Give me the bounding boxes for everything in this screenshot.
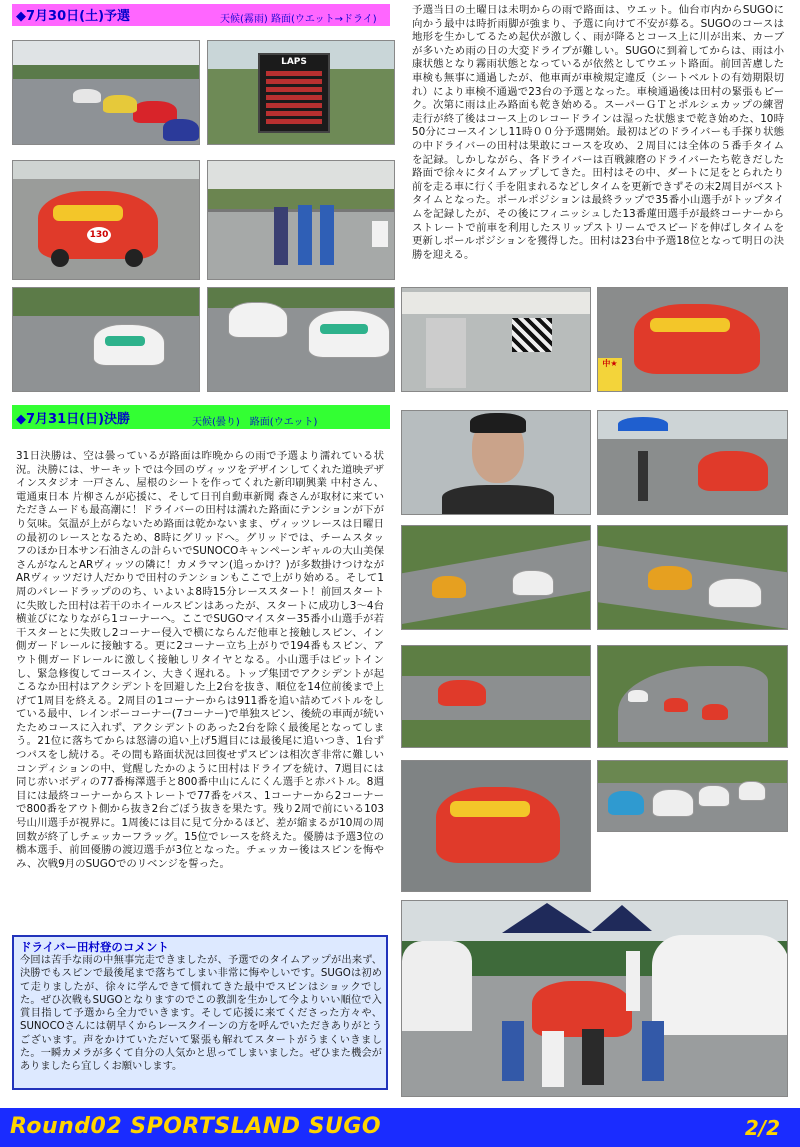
- photo-race-action-1: [401, 525, 591, 630]
- footer-title: Round02 SPORTSLAND SUGO: [10, 1114, 382, 1139]
- photo-two-cars-track: [207, 287, 395, 392]
- page-number: 2/2: [744, 1116, 780, 1140]
- photo-race-action-4: [597, 645, 788, 748]
- driver-comment-title: ドライバー田村登のコメント: [20, 940, 169, 954]
- race-weather: 天候(曇り) 路面(ウエット): [192, 417, 318, 428]
- banner-text: 中★: [598, 358, 622, 392]
- race-title: ◆7月31日(日)決勝: [16, 412, 131, 427]
- driver-comment-body: 今回は苦手な雨の中無事完走できましたが、予選でのタイムアップが出来ず、決勝でもスピンで最後尾まで落ちてしまい非常に悔やしいです。SUGOは初めて走りましたが、徐々に学んできて慣れてきた最中でスピンはショックでした。ぜひ次戦もSUGOとなりますのでこの教訓を生かして今よりいい順位で入賞目指して予選から全力でいきます。そして応援に来てくださった方々や、SUNOCOさんには朝早くからレースクイーンの方を呼んでいただきありがとうございます。声をかけていただいて緊張も解れてスタートがうまくいきました。一瞬カメラが多くて自分の人気かと思ってしまいました。ぜひまた機会がありましたら宜しくお願いします。: [20, 955, 382, 1073]
- photo-laps-board: [207, 40, 395, 145]
- photo-driver-portrait: [401, 410, 591, 515]
- race-header: [12, 405, 390, 429]
- qualifying-weather: 天候(霧雨) 路面(ウエット→ドライ): [220, 14, 377, 25]
- photo-parc-ferme: [597, 760, 788, 832]
- driver-comment-box: [12, 935, 388, 1090]
- photo-pit-building: [401, 287, 591, 392]
- race-report: 31日決勝は、空は曇っているが路面は昨晩からの雨で予選より濡れている状況。決勝には、サーキットでは今回のヴィッツをデザインしてくれた道映デザインスタジオ 一戸さん、屋根のシートを作ってくれた新印刷興業 中村さん、電通東日本 片柳さんが応援に、そして日刊自動車新聞 森さんが取材に来ていただきムードも最高潮に！ドライバーの田村は濡れた路面にテンションが下がり気味。気温が上がらないため路面は乾かないまま、ヴィッツレースは日曜日の最初のレースとなるため、8時にグリッドへ。グリッドでは、チームスタッフのほか日本サン石油さんの計らいでSUNOCOキャンペーンギャルの大山美保さんがなんとARヴィッツの隣に！カメラマン(追っかけ？)が多数掛けつけながARヴィッツだけ人だかりで田村のテンションもここで上がり始める。そして1周のパレードラップののち、いよいよ8時15分レーススタート！前回スタートに失敗した田村は若干のホイールスピンはあったが、スタートに成功し3～4台横並びになりながら1コーナーへ。ここでSUGOマイスター35番小山選手が若干スターとに失敗し2コーナー侵入で横にならんだ他車と接触しスピン、イン側ガードレールに接触する。更に2コーナー立ち上がりで194番もスピン、アウト側ガードレールに激しく接触しリタイヤとなる。小山選手はピットインし、緊急修復してコースイン、大きく遅れる。トップ集団でアクシデントが起こるなか田村はアクシデントを回避した上2台を抜き、順位を14位前後まで上げて1周目を終える。2周目の1コーナーからは911番を追い詰めてバトルをしている最中、レインボーコーナー(7コーナー)で単独スピン、後続の車両が続いたためコースに入れず、アクシデントのあった2台を除く最後尾となってしまう。21位に落ちてからは怒濤の追い上げ5週目には最後尾に追いつき、1台ずつパスをし続ける。その間も路面状況は回復せずスピンは相次ぎ非常に難しいコンディションの中、覚醒したかのように田村はドライブを続け、7週目には同じ赤いボディの77番梅澤選手と800番中山にんにくん選手と赤バトル。8週目には最終コーナーからストレートで77番をパス、1コーナーから2コーナーで800番をアウト側から抜き2台ごぼう抜きを果たす。残り2周で前にいる103号山川選手が視界に。1周後には目に見て分かるほど、差が縮まるが10周の周回数が終了しチェッカーフラッグ。15位でレースを終えた。優勝は予選3位の橋本選手、前回優勝の渡辺選手が3位となった。チェッカー後はスピンを悔やみ、次戦9月のSUGOでのリベンジを誓った。: [16, 450, 384, 870]
- qualifying-report: 予選当日の土曜日は未明からの雨で路面は、ウエット。仙台市内からSUGOに向かう最中は時折雨脚が強まり、予選に向けて不安が募る。SUGOのコースは地形を生かしてるため起伏が激しく、雨が降るとコース上に川が出来、カーブが多いため雨の日の大変ドライブが難しい。SUGOに到着してからは、雨は小康状態となり霧雨状態となっているが依然としてウエット路面。前回苦慮した車検も無事に通過したが、他車両が車検規定違反（シートベルトの有効期限切れ）により車検不通過で23台の予選となった。車検通過後は田村の緊張もピーク。次第に雨は止み路面も乾き始める。スーパーＧＴとポルシェカップの練習走行が終了後はコース上のレコードラインは湿った状態まで乾き始めた、10時50分にコースインし11時００分予選開始。最初はどのドライバーも手探り状態の中ドライバーの田村は果敢にコースを攻め、２周目には全体の５番手タイムを記録。しかしながら、各ドライバーは百戦錬磨のドライバーたち乾きだした路面で徐々にタイムアップしてきた。田村はその中、ダートに足をとられたり前を走る車に行く手を阻まれるなどしタイムを更新できずその末2周目がベストタイムとなった。ポールポジションは最終ラップで35番小山選手がトップタイムを記録したが、その後にフィニッシュした13番蓮田選手が最終コーナーからストレートで前車を利用したスリップストリームでスピードを伸ばしタイムを更新しポールポジションを獲得した。田村は23台中予選18位となって明日の決勝を迎える。: [412, 4, 784, 261]
- photo-race-action-2: [597, 525, 788, 630]
- lap-board: [258, 53, 330, 133]
- photo-white-car-track: [12, 287, 200, 392]
- photo-pit-lane-cars: [12, 40, 200, 145]
- photo-tamura-car-pit: [12, 160, 200, 280]
- photo-race-action-3: [401, 645, 591, 748]
- photo-tamura-car-closeup: [597, 287, 788, 392]
- qualifying-header: [12, 4, 390, 26]
- photo-crew-at-fence: [207, 160, 395, 280]
- laps-label: LAPS: [281, 57, 307, 67]
- photo-tamura-car-rain: [401, 760, 591, 892]
- qualifying-title: ◆7月30日(土)予選: [16, 9, 131, 24]
- footer-bar: [0, 1108, 800, 1147]
- photo-grid-umbrellas: [597, 410, 788, 515]
- photo-team-group: [401, 900, 788, 1097]
- car-number-plate: 130: [87, 227, 111, 243]
